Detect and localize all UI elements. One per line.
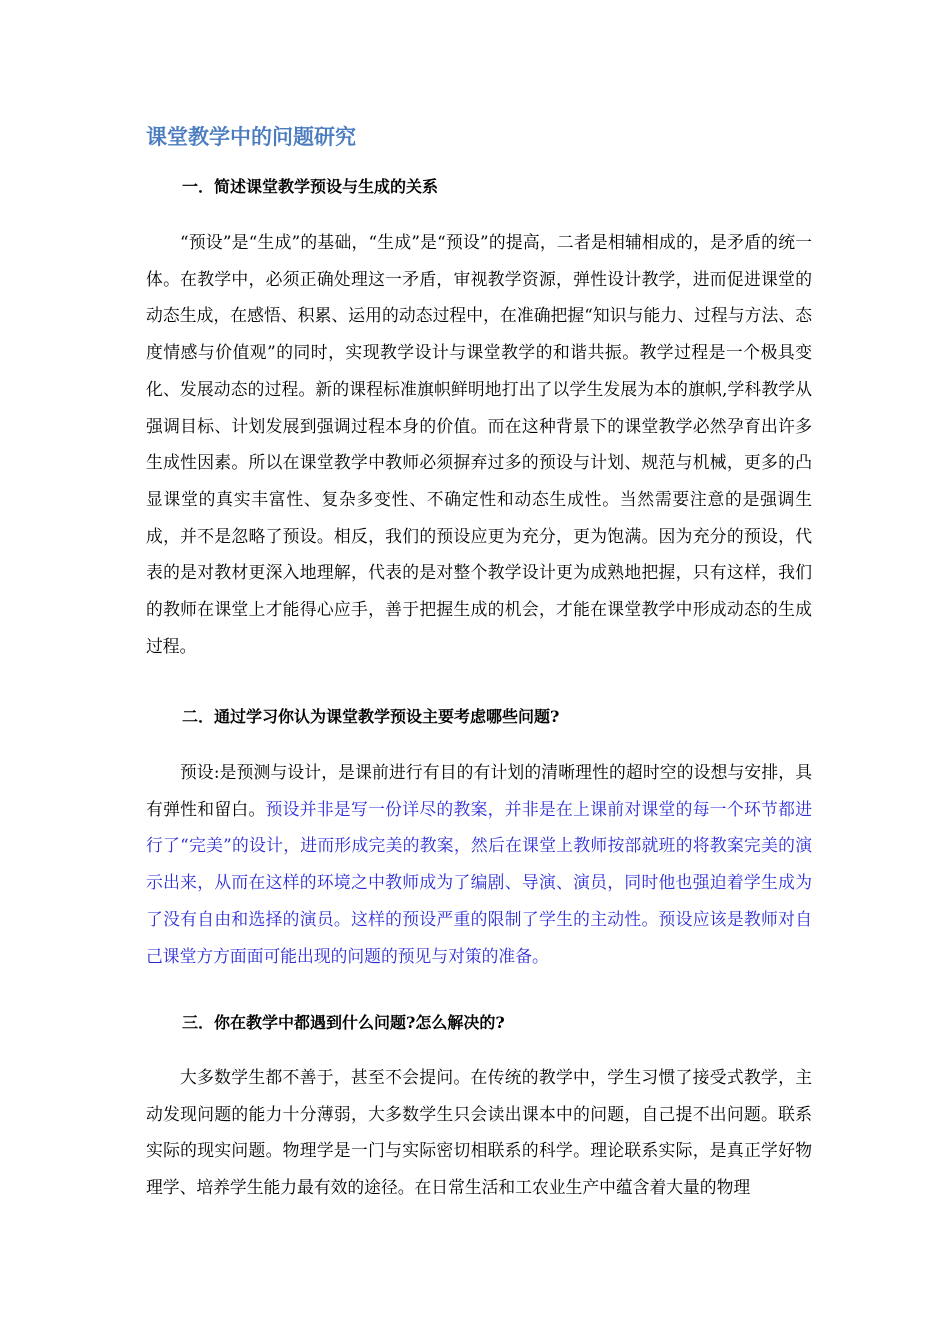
section-2-body-plain: 预设:是预测与设计，是课前进行有目的有计划的清晰理性的超时空的设想与安排，具有弹性和留白。 (146, 762, 812, 819)
section-2-body-highlight: 预设并非是写一份详尽的教案，并非是在上课前对课堂的每一个环节都进行了“完美”的设计，进而形成完美的教案，然后在课堂上教师按部就班的将教案完美的演示出来，从而在这样的环境之中教师成为了编剧、导演、演员，同时他也强迫着学生成为了没有自由和选择的演员。这样的预设严重的限制了学生的主动性。预设应该是教师对自己课堂方方面面可能出现的问题的预见与对策的准备。 (146, 798, 812, 966)
section-1-heading: 一．简述课堂教学预设与生成的关系 (182, 177, 439, 196)
section-2-heading: 二．通过学习你认为课堂教学预设主要考虑哪些问题? (182, 707, 560, 726)
section-3-body: 大多数学生都不善于，甚至不会提问。在传统的教学中，学生习惯了接受式教学，主动发现问题的能力十分薄弱，大多数学生只会读出课本中的问题，自己提不出问题。联系实际的现实问题。物理学是一门与实际密切相联系的科学。理论联系实际，是真正学好物理学、培养学生能力最有效的途径。在日常生活和工农业生产中蕴含着大量的物理 (146, 1067, 812, 1198)
section-3-heading: 三．你在教学中都遇到什么问题?怎么解决的? (182, 1013, 505, 1032)
section-2-body (146, 754, 812, 974)
document-title: 课堂教学中的问题研究 (146, 125, 356, 149)
section-1-body: “预设”是“生成”的基础，“生成”是“预设”的提高，二者是相辅相成的，是矛盾的统一体。在教学中，必须正确处理这一矛盾，审视教学资源，弹性设计教学，进而促进课堂的动态生成，在感悟、积累、运用的动态过程中，在准确把握“知识与能力、过程与方法、态度情感与价值观”的同时，实现教学设计与课堂教学的和谐共振。教学过程是一个极具变化、发展动态的过程。新的课程标准旗帜鲜明地打出了以学生发展为本的旗帜,学科教学从强调目标、计划发展到强调过程本身的价值。而在这种背景下的课堂教学必然孕育出许多生成性因素。所以在课堂教学中教师必须摒弃过多的预设与计划、规范与机械，更多的凸显课堂的真实丰富性、复杂多变性、不确定性和动态生成性。当然需要注意的是强调生成，并不是忽略了预设。相反，我们的预设应更为充分，更为饱满。因为充分的预设，代表的是对教材更深入地理解，代表的是对整个教学设计更为成熟地把握，只有这样，我们的教师在课堂上才能得心应手，善于把握生成的机会，才能在课堂教学中形成动态的生成过程。 (146, 232, 812, 656)
